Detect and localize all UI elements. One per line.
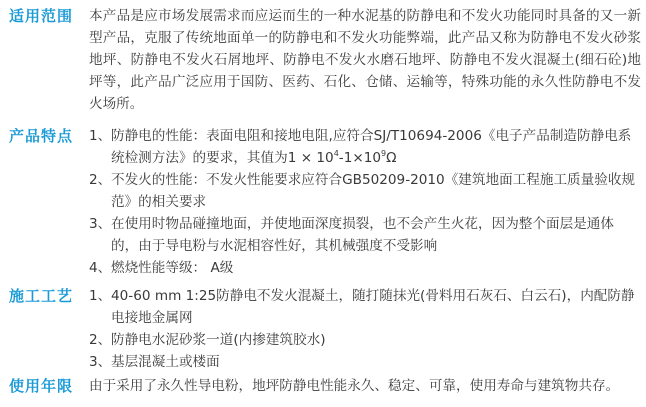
section-label-features: 产品特点	[9, 127, 74, 145]
section-label-construction: 施工工艺	[9, 287, 74, 305]
feature-item-nonsparking	[89, 169, 641, 213]
feature-item-text: 在使用时物品碰撞地面，并使地面深度损裂，也不会产生火花，因为整个面层是通体的，由于导电粉与水泥相容性好，其机械强度不受影响	[111, 216, 614, 254]
feature-item-antistatic	[89, 125, 641, 169]
feature-item-text	[111, 125, 641, 169]
feature-item-number: 1、	[89, 128, 112, 144]
feature-item-text: 燃烧性能等级： A级	[111, 260, 234, 276]
section-content-lifespan	[89, 375, 641, 397]
feature-item-number: 4、	[89, 260, 112, 276]
feature-antistatic-text: 防静电的性能：表面电阻和接地电阻,应符合SJ/T10694-2006《电子产品制造防静电系统检测方法》的要求，其值为1 × 10	[111, 128, 632, 166]
construction-step-text: 基层混凝土或楼面	[111, 354, 220, 370]
construction-step-number: 2、	[89, 332, 112, 348]
section-content-features	[89, 125, 641, 279]
feature-item-text: 不发火的性能：不发火性能要求应符合GB50209-2010《建筑地面工程施工质量验收规范》的相关要求	[111, 172, 636, 210]
exponent-low: 4	[333, 149, 339, 158]
section-content-scope	[89, 5, 641, 115]
exponent-high: 9	[381, 149, 387, 158]
construction-step-3	[89, 351, 641, 373]
construction-step-number: 3、	[89, 354, 112, 370]
construction-step-text: 40-60 mm 1:25防静电不发火混凝土，随打随抹光(骨料用石灰石、白云石)，内配防静电接地金属网	[111, 288, 635, 326]
construction-step-1	[89, 285, 641, 329]
construction-step-text: 防静电水泥砂浆一道(内掺建筑胶水)	[111, 332, 326, 348]
lifespan-paragraph: 由于采用了永久性导电粉，地坪防静电性能永久、稳定、可靠，使用寿命与建筑物共存。	[89, 378, 620, 394]
construction-step-number: 1、	[89, 288, 112, 304]
feature-item-number: 3、	[89, 216, 112, 232]
construction-step-2	[89, 329, 641, 351]
feature-item-fire-rating	[89, 257, 641, 279]
feature-item-impact	[89, 213, 641, 257]
feature-item-number: 2、	[89, 172, 112, 188]
feature-antistatic-range: -1×10	[338, 150, 382, 166]
scope-paragraph: 本产品是应市场发展需求而应运而生的一种水泥基的防静电和不发火功能同时具备的又一新型产品，克服了传统地面单一的防静电和不发火功能弊端，此产品又称为防静电不发火砂浆地坪、防静电不发火石屑地坪、防静电不发火水磨石地坪、防静电不发火混凝土(细石砼)地坪等，此产品广泛应用于国防、医药、石化、仓储、运输等，特殊功能的永久性防静电不发火场所。	[89, 8, 641, 112]
section-label-scope: 适用范围	[9, 7, 74, 25]
section-label-lifespan: 使用年限	[9, 377, 74, 395]
ohm-unit: Ω	[386, 150, 397, 166]
section-content-construction	[89, 285, 641, 373]
